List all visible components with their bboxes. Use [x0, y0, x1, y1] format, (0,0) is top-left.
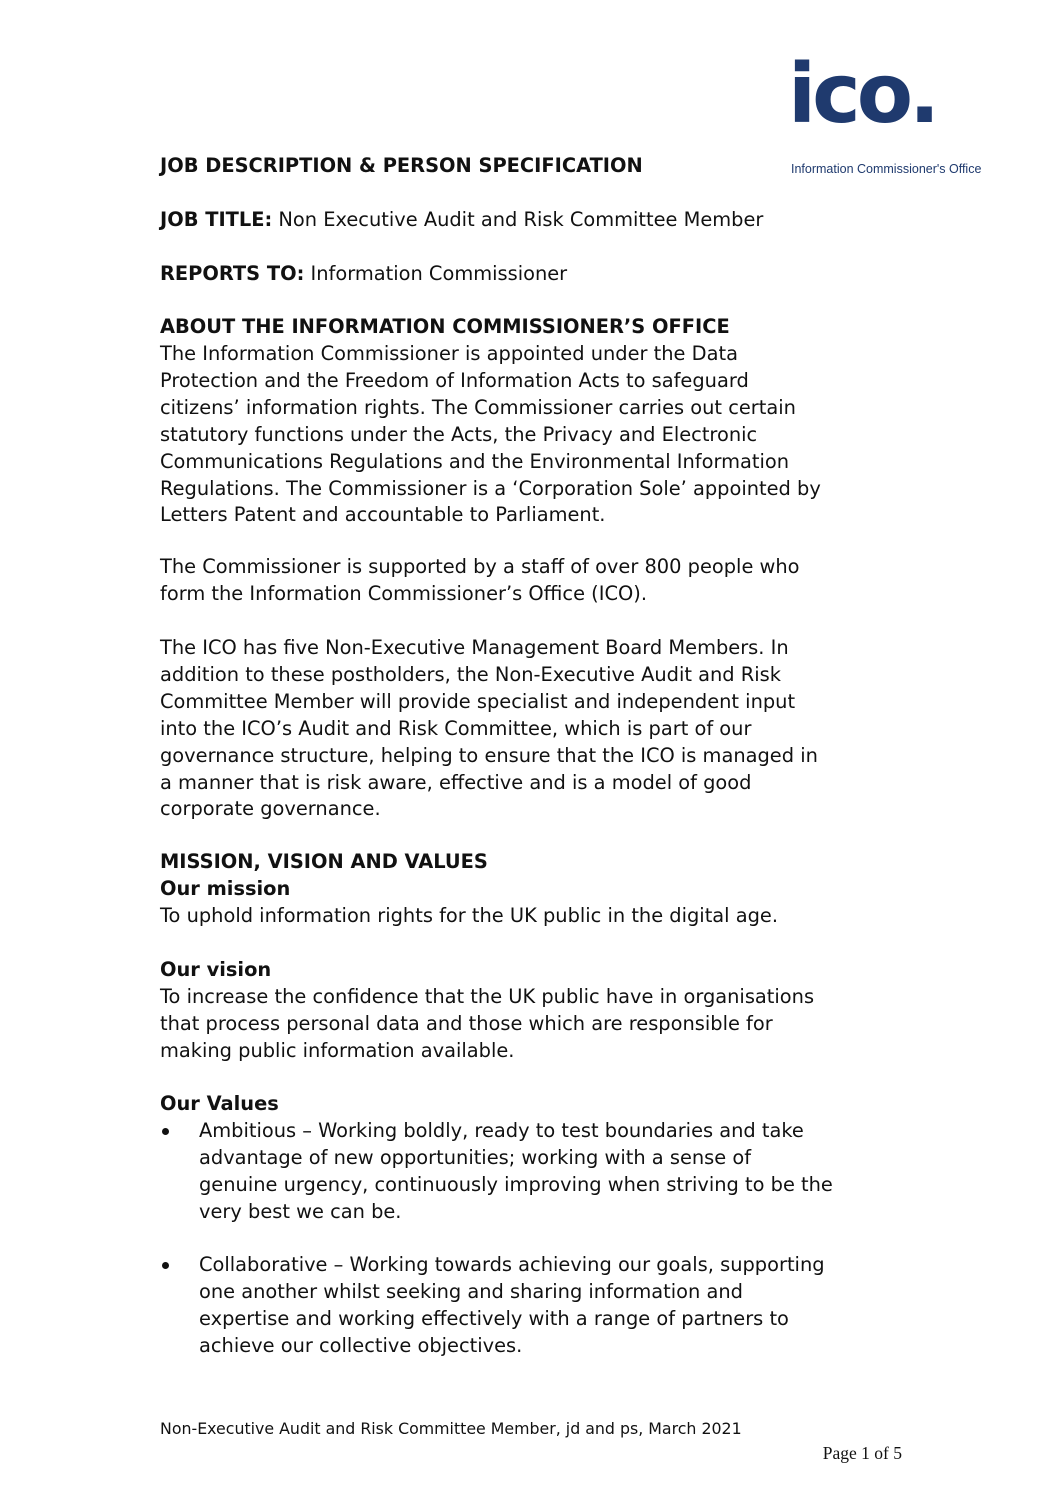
list-item [160, 1252, 905, 1360]
logo-mark: ico. [788, 47, 937, 142]
text-line: Ambitious – Working boldly, ready to test boundaries and take [199, 1119, 804, 1142]
job-title [160, 207, 905, 234]
document-heading: JOB DESCRIPTION & PERSON SPECIFICATION [160, 154, 643, 177]
text-line: very best we can be. [199, 1199, 402, 1223]
text-line: Protection and the Freedom of Information Acts to safeguard [160, 368, 749, 392]
text-line: expertise and working effectively with a range of partners to [199, 1306, 789, 1330]
footer-text: Non-Executive Audit and Risk Committee Member, jd and ps, March 2021 [160, 1419, 742, 1438]
text-line: one another whilst seeking and sharing information and [199, 1279, 743, 1303]
text-line: Committee Member will provide specialist and independent input [160, 689, 796, 713]
text-line: citizens’ information rights. The Commissioner carries out certain [160, 395, 796, 419]
about-heading: ABOUT THE INFORMATION COMMISSIONER’S OFFICE [160, 315, 730, 338]
values-heading: Our Values [160, 1092, 279, 1115]
vision-heading: Our vision [160, 958, 272, 981]
text-line: corporate governance. [160, 797, 381, 821]
vision-text [160, 984, 905, 1065]
job-title-label: JOB TITLE: [160, 208, 273, 231]
reports-to [160, 261, 905, 288]
text-line: statutory functions under the Acts, the Privacy and Electronic [160, 422, 758, 446]
job-title-value: Non Executive Audit and Risk Committee Member [272, 208, 764, 231]
mission-vision-values-heading: MISSION, VISION AND VALUES [160, 850, 488, 873]
text-line: genuine urgency, continuously improving when striving to be the [199, 1172, 833, 1196]
text-line: governance structure, helping to ensure that the ICO is managed in [160, 743, 818, 767]
reports-to-value: Information Commissioner [304, 262, 568, 285]
logo-subtitle: Information Commissioner's Office [791, 162, 982, 176]
text-line: Regulations. The Commissioner is a ‘Corporation Sole’ appointed by [160, 476, 821, 500]
text-line: Collaborative – Working towards achieving our goals, supporting [199, 1253, 825, 1276]
value-item-text [199, 1118, 905, 1226]
mission-text: To uphold information rights for the UK public in the digital age. [160, 904, 779, 927]
text-line: advantage of new opportunities; working with a sense of [199, 1145, 752, 1169]
text-line: The Information Commissioner is appointed under the Data [160, 342, 738, 365]
text-line: addition to these postholders, the Non-Executive Audit and Risk [160, 662, 781, 686]
text-line: that process personal data and those which are responsible for [160, 1011, 773, 1035]
value-item-text [199, 1252, 905, 1360]
text-line: Letters Patent and accountable to Parliament. [160, 503, 606, 527]
text-line: The Commissioner is supported by a staff of over 800 people who [160, 555, 800, 578]
text-line: The ICO has five Non-Executive Management Board Members. In [160, 636, 789, 659]
text-line: To increase the confidence that the UK public have in organisations [160, 985, 815, 1008]
reports-to-label: REPORTS TO: [160, 262, 305, 285]
page-number: Page 1 of 5 [822, 1443, 902, 1463]
text-line: Communications Regulations and the Environmental Information [160, 449, 790, 473]
text-line: form the Information Commissioner’s Office (ICO). [160, 581, 647, 605]
about-paragraph-1 [160, 341, 905, 529]
text-line: into the ICO’s Audit and Risk Committee, which is part of our [160, 716, 752, 740]
about-paragraph-3 [160, 635, 905, 823]
mission-heading: Our mission [160, 877, 291, 900]
list-item [160, 1118, 905, 1226]
text-line: making public information available. [160, 1038, 515, 1062]
about-paragraph-2 [160, 554, 905, 608]
text-line: a manner that is risk aware, effective and is a model of good [160, 770, 752, 794]
text-line: achieve our collective objectives. [199, 1333, 523, 1357]
bullet-icon [162, 1128, 169, 1135]
bullet-icon [162, 1262, 169, 1269]
